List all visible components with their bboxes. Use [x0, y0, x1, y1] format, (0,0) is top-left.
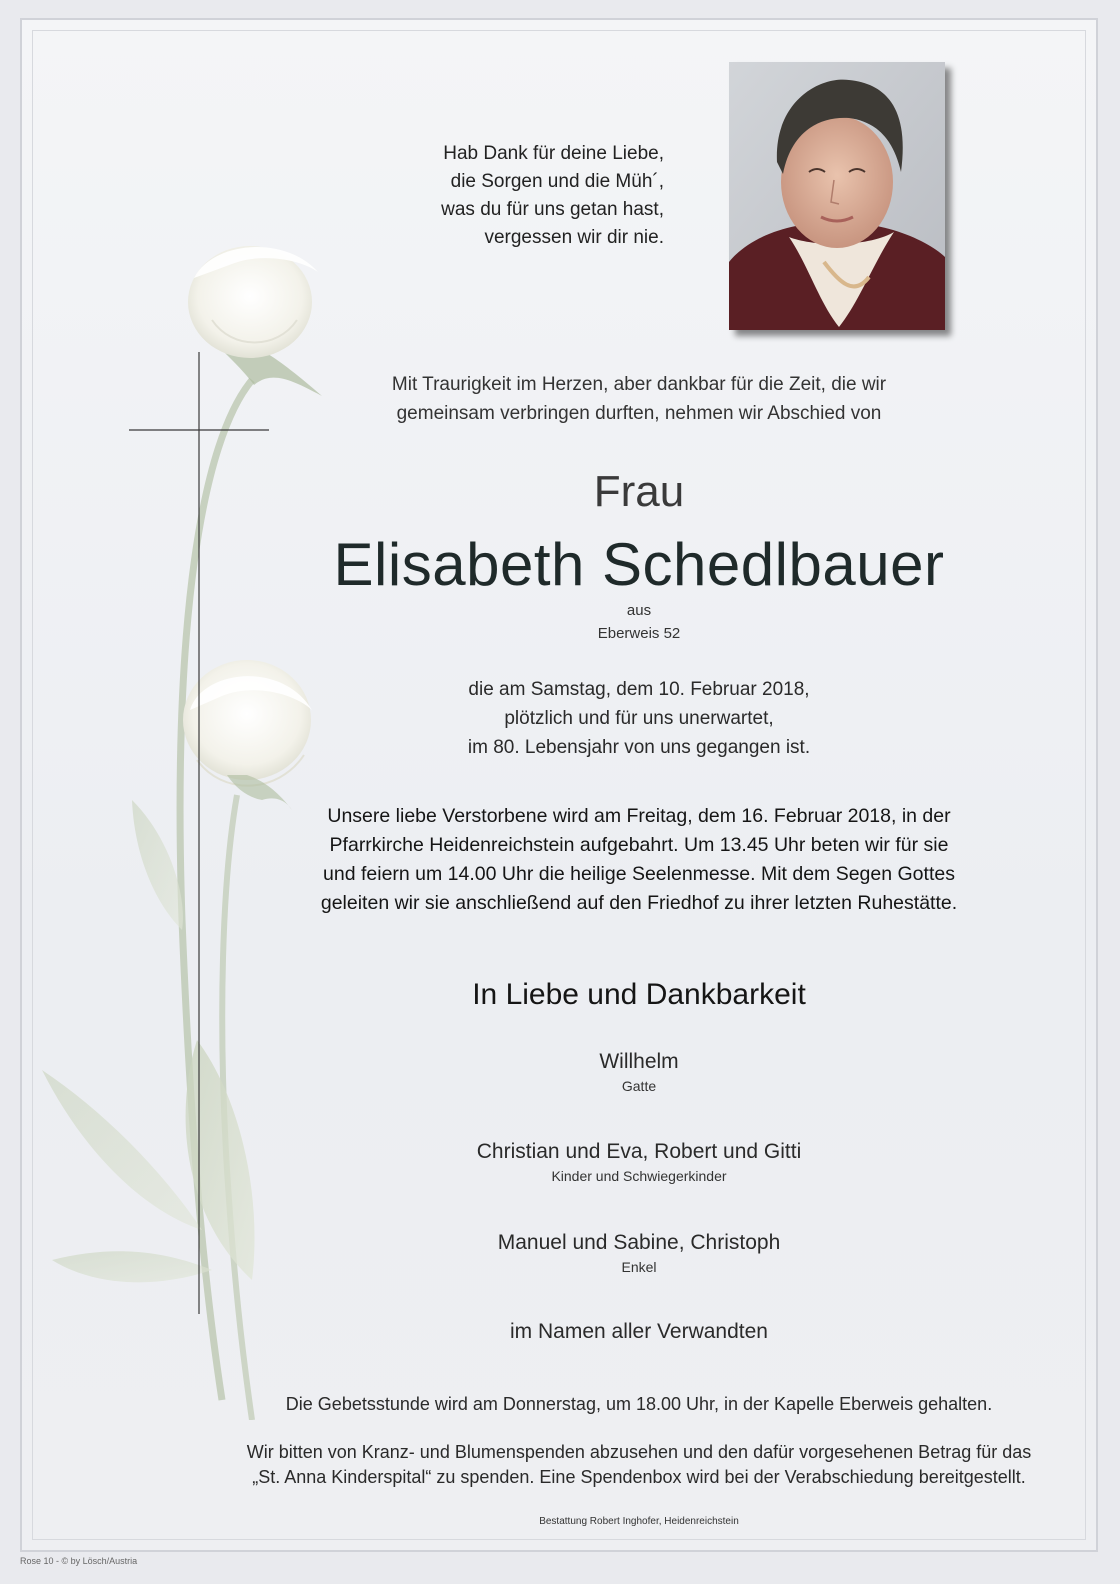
mourner-names: Manuel und Sabine, Christoph: [497, 1231, 781, 1254]
mourner-role: Enkel: [621, 1259, 657, 1275]
poem-line: was du für uns getan hast,: [441, 199, 664, 220]
mourner-group: [282, 1140, 996, 1184]
poem-line: die Sorgen und die Müh´,: [450, 171, 664, 192]
donation-note: [202, 1440, 1076, 1490]
relatives-note: im Namen aller Verwandten: [510, 1320, 768, 1343]
mourner-names: Christian und Eva, Robert und Gitti: [476, 1140, 802, 1163]
origin-place: Eberweis 52: [597, 625, 681, 642]
funeral-line: Pfarrkirche Heidenreichstein aufgebahrt. Um 13.45 Uhr beten wir für sie: [329, 834, 949, 856]
funeral-line: Unsere liebe Verstorbene wird am Freitag, dem 16. Februar 2018, in der: [327, 805, 951, 827]
salutation: Frau: [593, 467, 685, 516]
origin: [282, 599, 996, 645]
funeral-line: geleiten wir sie anschließend auf den Friedhof zu ihrer letzten Ruhestätte.: [320, 892, 958, 914]
donation-line: „St. Anna Kinderspital“ zu spenden. Eine Spendenbox wird bei der Verabschiedung bereitgestellt.: [252, 1467, 1026, 1487]
prayer-hour: Die Gebetsstunde wird am Donnerstag, um 18.00 Uhr, in der Kapelle Eberweis gehalten.: [285, 1394, 993, 1414]
death-line: die am Samstag, dem 10. Februar 2018,: [468, 679, 810, 700]
portrait-photo: [729, 62, 945, 330]
funeral-details: [262, 802, 1016, 918]
origin-from: aus: [626, 602, 652, 619]
mourner-role: Kinder und Schwiegerkinder: [551, 1168, 727, 1184]
poem: [244, 140, 664, 252]
intro-line: gemeinsam verbringen durften, nehmen wir Abschied von: [396, 403, 882, 424]
obituary-card: [20, 18, 1098, 1552]
mourner-names: Willhelm: [599, 1050, 679, 1073]
undertaker-credit: Bestattung Robert Inghofer, Heidenreichstein: [539, 1516, 739, 1527]
poem-line: Hab Dank für deine Liebe,: [443, 143, 664, 164]
intro-text: [282, 370, 996, 428]
intro-line: Mit Traurigkeit im Herzen, aber dankbar für die Zeit, die wir: [391, 374, 887, 395]
death-line: plötzlich und für uns unerwartet,: [504, 708, 774, 729]
mourner-group: [282, 1050, 996, 1094]
death-line: im 80. Lebensjahr von uns gegangen ist.: [467, 737, 811, 758]
death-notice: [282, 675, 996, 762]
poem-line: vergessen wir dir nie.: [484, 227, 664, 248]
copyright-footer: Rose 10 - © by Lösch/Austria: [20, 1556, 138, 1566]
deceased-name: Elisabeth Schedlbauer: [333, 531, 945, 598]
mourner-group: [282, 1231, 996, 1275]
mourner-role: Gatte: [621, 1078, 657, 1094]
donation-line: Wir bitten von Kranz- und Blumenspenden abzusehen und den dafür vorgesehenen Betrag für das: [246, 1442, 1032, 1462]
funeral-line: und feiern um 14.00 Uhr die heilige Seelenmesse. Mit dem Segen Gottes: [323, 863, 955, 885]
closing-heading: In Liebe und Dankbarkeit: [472, 978, 806, 1011]
